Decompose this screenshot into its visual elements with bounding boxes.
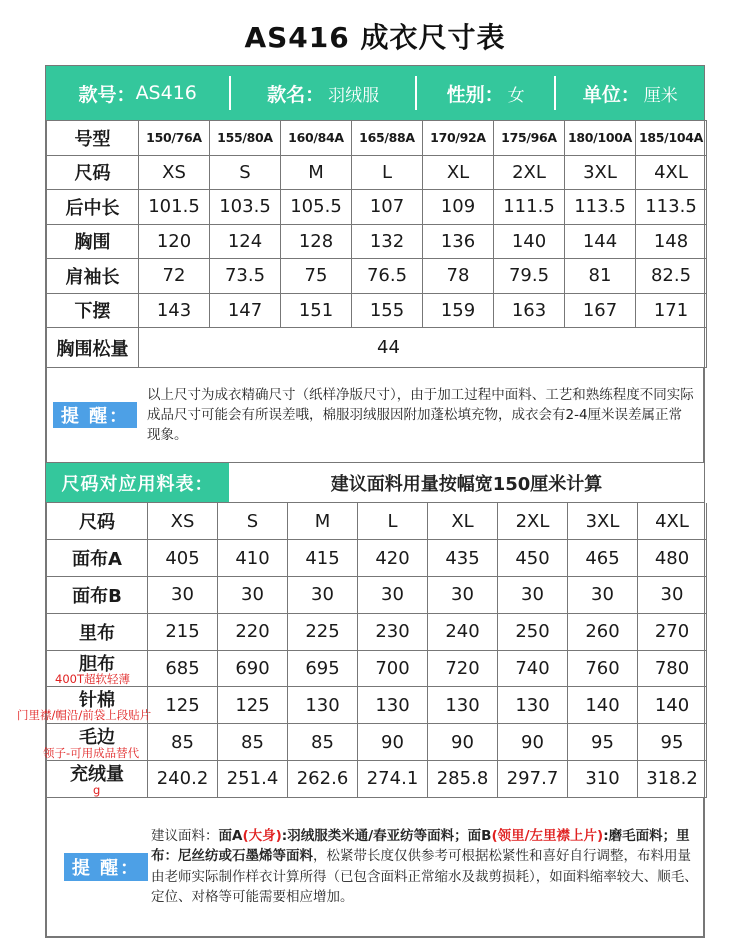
table-row — [47, 687, 707, 724]
table-cell: 130 — [428, 687, 498, 724]
table-row — [47, 761, 707, 798]
table-cell: 318.2 — [638, 761, 707, 798]
size-code-cell: 150/76A — [139, 121, 210, 156]
style-no-value: AS416 — [135, 82, 197, 104]
chest-ease-value: 44 — [139, 328, 707, 368]
size-code-cell: 170/92A — [423, 121, 494, 156]
product-name-key: 款名： — [267, 83, 325, 106]
row-label-text: 胆布 — [79, 653, 115, 675]
table-row — [47, 293, 707, 328]
table-cell: 435 — [428, 540, 498, 577]
table-cell: 274.1 — [358, 761, 428, 798]
table-cell: 113.5 — [636, 190, 707, 225]
row-label: 面布A — [47, 540, 148, 577]
note-segment: 里布： — [151, 827, 690, 865]
table-header-row — [47, 503, 707, 540]
size-code-cell: 185/104A — [636, 121, 707, 156]
table-cell: 95 — [638, 724, 707, 761]
table-cell: 760 — [568, 650, 638, 687]
table-row — [47, 650, 707, 687]
table-cell: 90 — [498, 724, 568, 761]
table-cell: 109 — [423, 190, 494, 225]
table-cell: 85 — [148, 724, 218, 761]
column-header: S — [218, 503, 288, 540]
row-label: 肩袖长 — [47, 259, 139, 294]
table-cell: 107 — [352, 190, 423, 225]
row-label: 后中长 — [47, 190, 139, 225]
row-label-text: 充绒量 — [70, 763, 124, 785]
table-cell: 4XL — [636, 155, 707, 190]
size-code-cell: 165/88A — [352, 121, 423, 156]
table-cell: 85 — [288, 724, 358, 761]
note-segment: (领里/左里襟上片) — [491, 827, 604, 844]
table-cell: 30 — [358, 577, 428, 614]
table-cell: 128 — [281, 224, 352, 259]
table-cell: 260 — [568, 613, 638, 650]
table-cell: 700 — [358, 650, 428, 687]
reminder-note-1 — [46, 368, 704, 462]
table-cell: 120 — [139, 224, 210, 259]
table-cell: 420 — [358, 540, 428, 577]
fabric-usage-header — [46, 462, 704, 503]
row-note: g — [93, 783, 101, 798]
table-cell: 95 — [568, 724, 638, 761]
row-label: 胸围 — [47, 224, 139, 259]
reminder-badge: 提 醒： — [64, 853, 148, 881]
reminder-text: 以上尺寸为成衣精确尺寸（纸样净版尺寸），由于加工过程中面料、工艺和熟练程度不同实际成品尺寸可能会有所误差哦，棉服羽绒服因附加蓬松填充物，成衣会有2-4厘米误差属正常现象。 — [147, 387, 694, 443]
product-name-value: 羽绒服 — [328, 85, 380, 106]
column-header: M — [288, 503, 358, 540]
table-cell: 144 — [565, 224, 636, 259]
table-cell: 695 — [288, 650, 358, 687]
table-cell: 230 — [358, 613, 428, 650]
table-cell: 163 — [494, 293, 565, 328]
table-cell: 262.6 — [288, 761, 358, 798]
table-cell: 480 — [638, 540, 707, 577]
page-title: AS416 成衣尺寸表 — [244, 21, 506, 54]
table-cell: 124 — [210, 224, 281, 259]
table-cell: 73.5 — [210, 259, 281, 294]
note-segment: 面B — [467, 827, 492, 844]
row-label — [47, 650, 148, 687]
table-cell: 82.5 — [636, 259, 707, 294]
size-chart-sheet — [17, 65, 705, 938]
table-row — [47, 259, 707, 294]
table-cell: 113.5 — [565, 190, 636, 225]
table-cell: 72 — [139, 259, 210, 294]
unit-value: 厘米 — [643, 85, 678, 106]
table-cell: 125 — [218, 687, 288, 724]
table-cell: 132 — [352, 224, 423, 259]
reminder-badge: 提 醒： — [53, 402, 137, 428]
table-cell: M — [281, 155, 352, 190]
note-segment: ，松紧带长度仅供参考可根据松紧性和喜好自行调整，布料用量由老师实际制作样衣计算所得（已包含面料正常缩水及裁剪损耗），如面料缩率较大、顺毛、定位、对格等可能需要相应增加。 — [151, 848, 698, 906]
note-segment: 尼丝纺或石墨烯等面料 — [178, 848, 313, 865]
column-header: 4XL — [638, 503, 707, 540]
table-cell: 240.2 — [148, 761, 218, 798]
table-cell: 780 — [638, 650, 707, 687]
row-label: 面布B — [47, 577, 148, 614]
column-header: 3XL — [568, 503, 638, 540]
table-cell: XS — [139, 155, 210, 190]
table-cell: 30 — [568, 577, 638, 614]
table-cell: 415 — [288, 540, 358, 577]
size-code-cell: 160/84A — [281, 121, 352, 156]
chest-ease-row — [47, 328, 707, 368]
table-cell: 3XL — [565, 155, 636, 190]
table-cell: 2XL — [494, 155, 565, 190]
column-header: L — [358, 503, 428, 540]
table-cell: 130 — [288, 687, 358, 724]
style-no-key: 款号： — [78, 83, 136, 106]
table-cell: 30 — [148, 577, 218, 614]
table-row — [47, 613, 707, 650]
table-cell: 240 — [428, 613, 498, 650]
table-cell: 215 — [148, 613, 218, 650]
table-cell: 30 — [498, 577, 568, 614]
table-cell: 143 — [139, 293, 210, 328]
table-cell: 151 — [281, 293, 352, 328]
table-cell: 85 — [218, 724, 288, 761]
table-cell: 76.5 — [352, 259, 423, 294]
table-cell: 103.5 — [210, 190, 281, 225]
row-note: 400T超软轻薄 — [55, 671, 130, 686]
fabric-usage-table — [17, 503, 707, 798]
row-note: 门里襟/帽沿/前袋上段贴片 — [17, 708, 152, 723]
unit-field — [556, 76, 704, 110]
size-code-cell: 175/96A — [494, 121, 565, 156]
row-label: 尺码 — [47, 503, 148, 540]
table-cell: 111.5 — [494, 190, 565, 225]
table-cell: 250 — [498, 613, 568, 650]
row-label: 号型 — [47, 121, 139, 156]
table-cell: 690 — [218, 650, 288, 687]
table-cell: 297.7 — [498, 761, 568, 798]
table-cell: 159 — [423, 293, 494, 328]
table-cell: 30 — [288, 577, 358, 614]
row-label: 尺码 — [47, 155, 139, 190]
fabric-width-note: 建议面料用量按幅宽150厘米计算 — [330, 473, 603, 495]
table-cell: 79.5 — [494, 259, 565, 294]
row-label — [43, 724, 148, 761]
note-segment: (大身) — [242, 827, 282, 844]
column-header: XS — [148, 503, 218, 540]
table-cell: 171 — [636, 293, 707, 328]
table-cell: L — [352, 155, 423, 190]
table-cell: 140 — [494, 224, 565, 259]
table-cell: 270 — [638, 613, 707, 650]
table-cell: 81 — [565, 259, 636, 294]
product-name-field — [231, 76, 416, 110]
table-cell: 30 — [638, 577, 707, 614]
table-row — [47, 190, 707, 225]
table-cell: 740 — [498, 650, 568, 687]
table-cell: 30 — [218, 577, 288, 614]
note-segment: :羽绒服类米通/春亚纺等面料； — [281, 827, 468, 844]
gender-field — [417, 76, 557, 110]
row-label: 下摆 — [47, 293, 139, 328]
unit-key: 单位： — [582, 83, 640, 106]
table-cell: 225 — [288, 613, 358, 650]
table-cell: 310 — [568, 761, 638, 798]
row-label: 里布 — [47, 613, 148, 650]
table-cell: 155 — [352, 293, 423, 328]
table-cell: 105.5 — [281, 190, 352, 225]
table-row — [47, 224, 707, 259]
table-row — [47, 540, 707, 577]
table-row — [47, 155, 707, 190]
column-header: XL — [428, 503, 498, 540]
size-code-cell: 180/100A — [565, 121, 636, 156]
table-cell: 75 — [281, 259, 352, 294]
table-cell: 450 — [498, 540, 568, 577]
table-cell: XL — [423, 155, 494, 190]
table-cell: 465 — [568, 540, 638, 577]
table-cell: 101.5 — [139, 190, 210, 225]
table-cell: 136 — [423, 224, 494, 259]
size-code-cell: 155/80A — [210, 121, 281, 156]
table-cell: 220 — [218, 613, 288, 650]
fabric-usage-title: 尺码对应用料表： — [46, 463, 229, 502]
table-row — [47, 121, 707, 156]
table-cell: 90 — [428, 724, 498, 761]
reminder-text — [151, 826, 703, 908]
note-segment: 面A — [218, 827, 243, 844]
row-label — [17, 687, 152, 724]
reminder-note-2 — [46, 798, 704, 937]
table-cell: 685 — [148, 650, 218, 687]
table-cell: 167 — [565, 293, 636, 328]
note-segment: 建议面料： — [151, 827, 219, 844]
table-cell: 125 — [148, 687, 218, 724]
row-label — [47, 761, 148, 798]
row-label-text: 针棉 — [79, 690, 115, 712]
product-info-bar — [46, 66, 704, 120]
table-cell: 148 — [636, 224, 707, 259]
table-cell: 90 — [358, 724, 428, 761]
table-row — [47, 724, 707, 761]
note-segment: :磨毛面料； — [603, 827, 677, 844]
table-cell: S — [210, 155, 281, 190]
table-cell: 147 — [210, 293, 281, 328]
chest-ease-label: 胸围松量 — [47, 328, 139, 368]
table-cell: 251.4 — [218, 761, 288, 798]
table-cell: 78 — [423, 259, 494, 294]
column-header: 2XL — [498, 503, 568, 540]
table-row — [47, 577, 707, 614]
row-label-text: 毛边 — [79, 727, 115, 749]
table-cell: 130 — [498, 687, 568, 724]
table-cell: 285.8 — [428, 761, 498, 798]
table-cell: 410 — [218, 540, 288, 577]
style-no-field — [46, 76, 231, 110]
table-cell: 140 — [638, 687, 707, 724]
row-note: 领子-可用成品替代 — [43, 746, 140, 761]
table-cell: 30 — [428, 577, 498, 614]
gender-key: 性别： — [446, 83, 504, 106]
table-cell: 720 — [428, 650, 498, 687]
table-cell: 140 — [568, 687, 638, 724]
gender-value: 女 — [507, 85, 525, 106]
table-cell: 405 — [148, 540, 218, 577]
size-table — [46, 120, 707, 368]
table-cell: 130 — [358, 687, 428, 724]
